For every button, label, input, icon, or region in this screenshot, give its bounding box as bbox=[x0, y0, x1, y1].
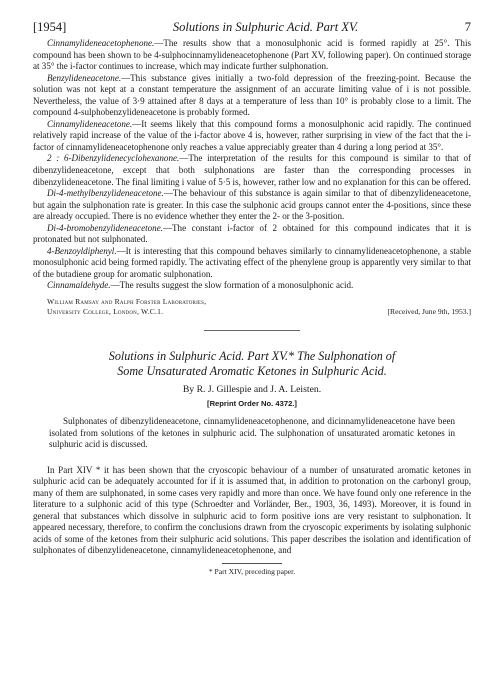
compound-name: 2 : 6-Dibenzylidenecyclohexanone. bbox=[47, 153, 180, 164]
paragraph: Benzylideneacetone.—This substance gives initially a two-fold depression of the freezing-point. Because the solution was not kept at a constant temperature the assignment of an accurate limiting value of i is not possible. Nevertheless, the value of 3·9 attained after 8 days at a temperature of less than 10° is probably close to a limit. The compound 4-sulphobenzylideneacetone is probably formed. bbox=[33, 72, 471, 118]
paragraph: Cinnamylideneacetone.—It seems likely that this compound forms a monosulphonic acid rapidly. The continued relatively rapid increase of the value of the i-factor above 4 is, however, rather surprising in view of the fact that the i-factor of cinnamylideneacetophenone only reaches a value appreciably greater than 4 during a long period at 35°. bbox=[33, 118, 471, 152]
laboratory-signature bbox=[33, 297, 471, 316]
paragraph: Di-4-bromobenzylideneacetone.—The constant i-factor of 2 obtained for this compound indicates that it is protonated but not sulphonated. bbox=[33, 222, 471, 245]
year: [1954] bbox=[33, 20, 67, 34]
compound-name: Cinnamylideneacetophenone. bbox=[47, 38, 155, 48]
paragraph: Cinnamylideneacetophenone.—The results show that a monosulphonic acid is formed rapidly at 25°. This compound has been shown to be 4-sulphocinnamylideneacetophenone (Part XV, following paper). On continued storage at 35° the i-factor continues to increase, which may indicate further sulphonation. bbox=[33, 38, 471, 72]
abstract-text: Sulphonates of dibenzylideneacetone, cinnamylideneacetophenone, and dicinnamylideneacetone have been isolated from solutions of the ketones in sulphuric acid. The sulphonation of unsaturated aromatic ketones in sulphuric acid is discussed. bbox=[49, 416, 455, 450]
footnote: * Part XIV, preceding paper. bbox=[208, 566, 296, 576]
compound-name: 4-Benzoyldiphenyl. bbox=[47, 245, 117, 256]
paragraph: 4-Benzoyldiphenyl.—It is interesting that this compound behaves similarly to cinnamylideneacetophenone, a stable monosulphonic acid being formed rapidly. The activating effect of the phenylene group is apparently very similar to that of the butadiene group for aromatic sulphonation. bbox=[33, 245, 471, 279]
footnote-rule bbox=[222, 563, 282, 564]
institution-address: University College, London, W.C.1. bbox=[47, 306, 164, 316]
compound-name: Cinnamylideneacetone. bbox=[47, 118, 133, 129]
compound-name: Cinnamaldehyde. bbox=[47, 280, 111, 291]
compound-name: Di-4-bromobenzylideneacetone. bbox=[47, 222, 163, 233]
compound-name: Benzylideneacetone. bbox=[47, 72, 122, 83]
abstract bbox=[49, 416, 455, 451]
received-date: [Received, June 9th, 1953.] bbox=[387, 306, 471, 316]
running-title: Solutions in Sulphuric Acid. Part XV. bbox=[172, 20, 359, 34]
paragraph: Cinnamaldehyde.—The results suggest the slow formation of a monosulphonic acid. bbox=[47, 280, 354, 291]
running-header bbox=[33, 20, 471, 38]
article-body bbox=[33, 465, 471, 557]
page-number: 7 bbox=[464, 20, 471, 34]
article-title: Solutions in Sulphuric Acid. Part XV.* The Sulphonation of Some Unsaturated Aromatic Ketones in Sulphuric Acid. bbox=[108, 349, 396, 379]
article-authors: By R. J. Gillespie and J. A. Leisten. bbox=[182, 384, 322, 396]
page bbox=[33, 20, 471, 576]
section-compound-results bbox=[33, 38, 471, 292]
body-paragraph: In Part XIV * it has been shown that the cryoscopic behaviour of a number of unsaturated aromatic ketones in sulphuric acid can be adequately accounted for if it is assumed that, in addition to protonation on the carbonyl group, many of them are sulphonated, in some cases very rapidly and more than once. We have found only one reference in the literature to a sulphonic acid of this type (Schroedter and Vorländer, Ber., 1903, 36, 1493). Moreover, it is found in general that substances which dissolve in sulphuric acid to form positive ions are very resistant to sulphonation. It appeared necessary, therefore, to confirm the conclusions drawn from the cryoscopic experiments by isolating sulphonic acids of some of the ketones from their sulphuric acid solutions. This paper describes the isolation and identification of sulphonates of dibenzylideneacetone, cinnamylideneacetophenone, and bbox=[33, 464, 471, 556]
paragraph: Di-4-methylbenzylideneacetone.—The behaviour of this substance is again similar to that of dibenzylideneacetone, but again the sulphonation rate is greater. In this case the sulphonic acid groups cannot enter the 4-positions, since these are already occupied. There is no evidence whether they enter the 2- or the 3-position. bbox=[33, 188, 471, 222]
reprint-order: [Reprint Order No. 4372.] bbox=[207, 399, 297, 409]
laboratory-name: William Ramsay and Ralph Forster Laboratories, bbox=[47, 297, 207, 307]
separator-rule bbox=[204, 330, 300, 331]
compound-name: Di-4-methylbenzylideneacetone. bbox=[47, 188, 164, 199]
paragraph: 2 : 6-Dibenzylidenecyclohexanone.—The interpretation of the results for this compound is similar to that of dibenzylideneacetone, except that both sulphonations are faster than the corresponding processes in dibenzylideneacetone. The final limiting i value of 5·5 is, however, rather low and no explanation for this can be offered. bbox=[33, 153, 471, 187]
